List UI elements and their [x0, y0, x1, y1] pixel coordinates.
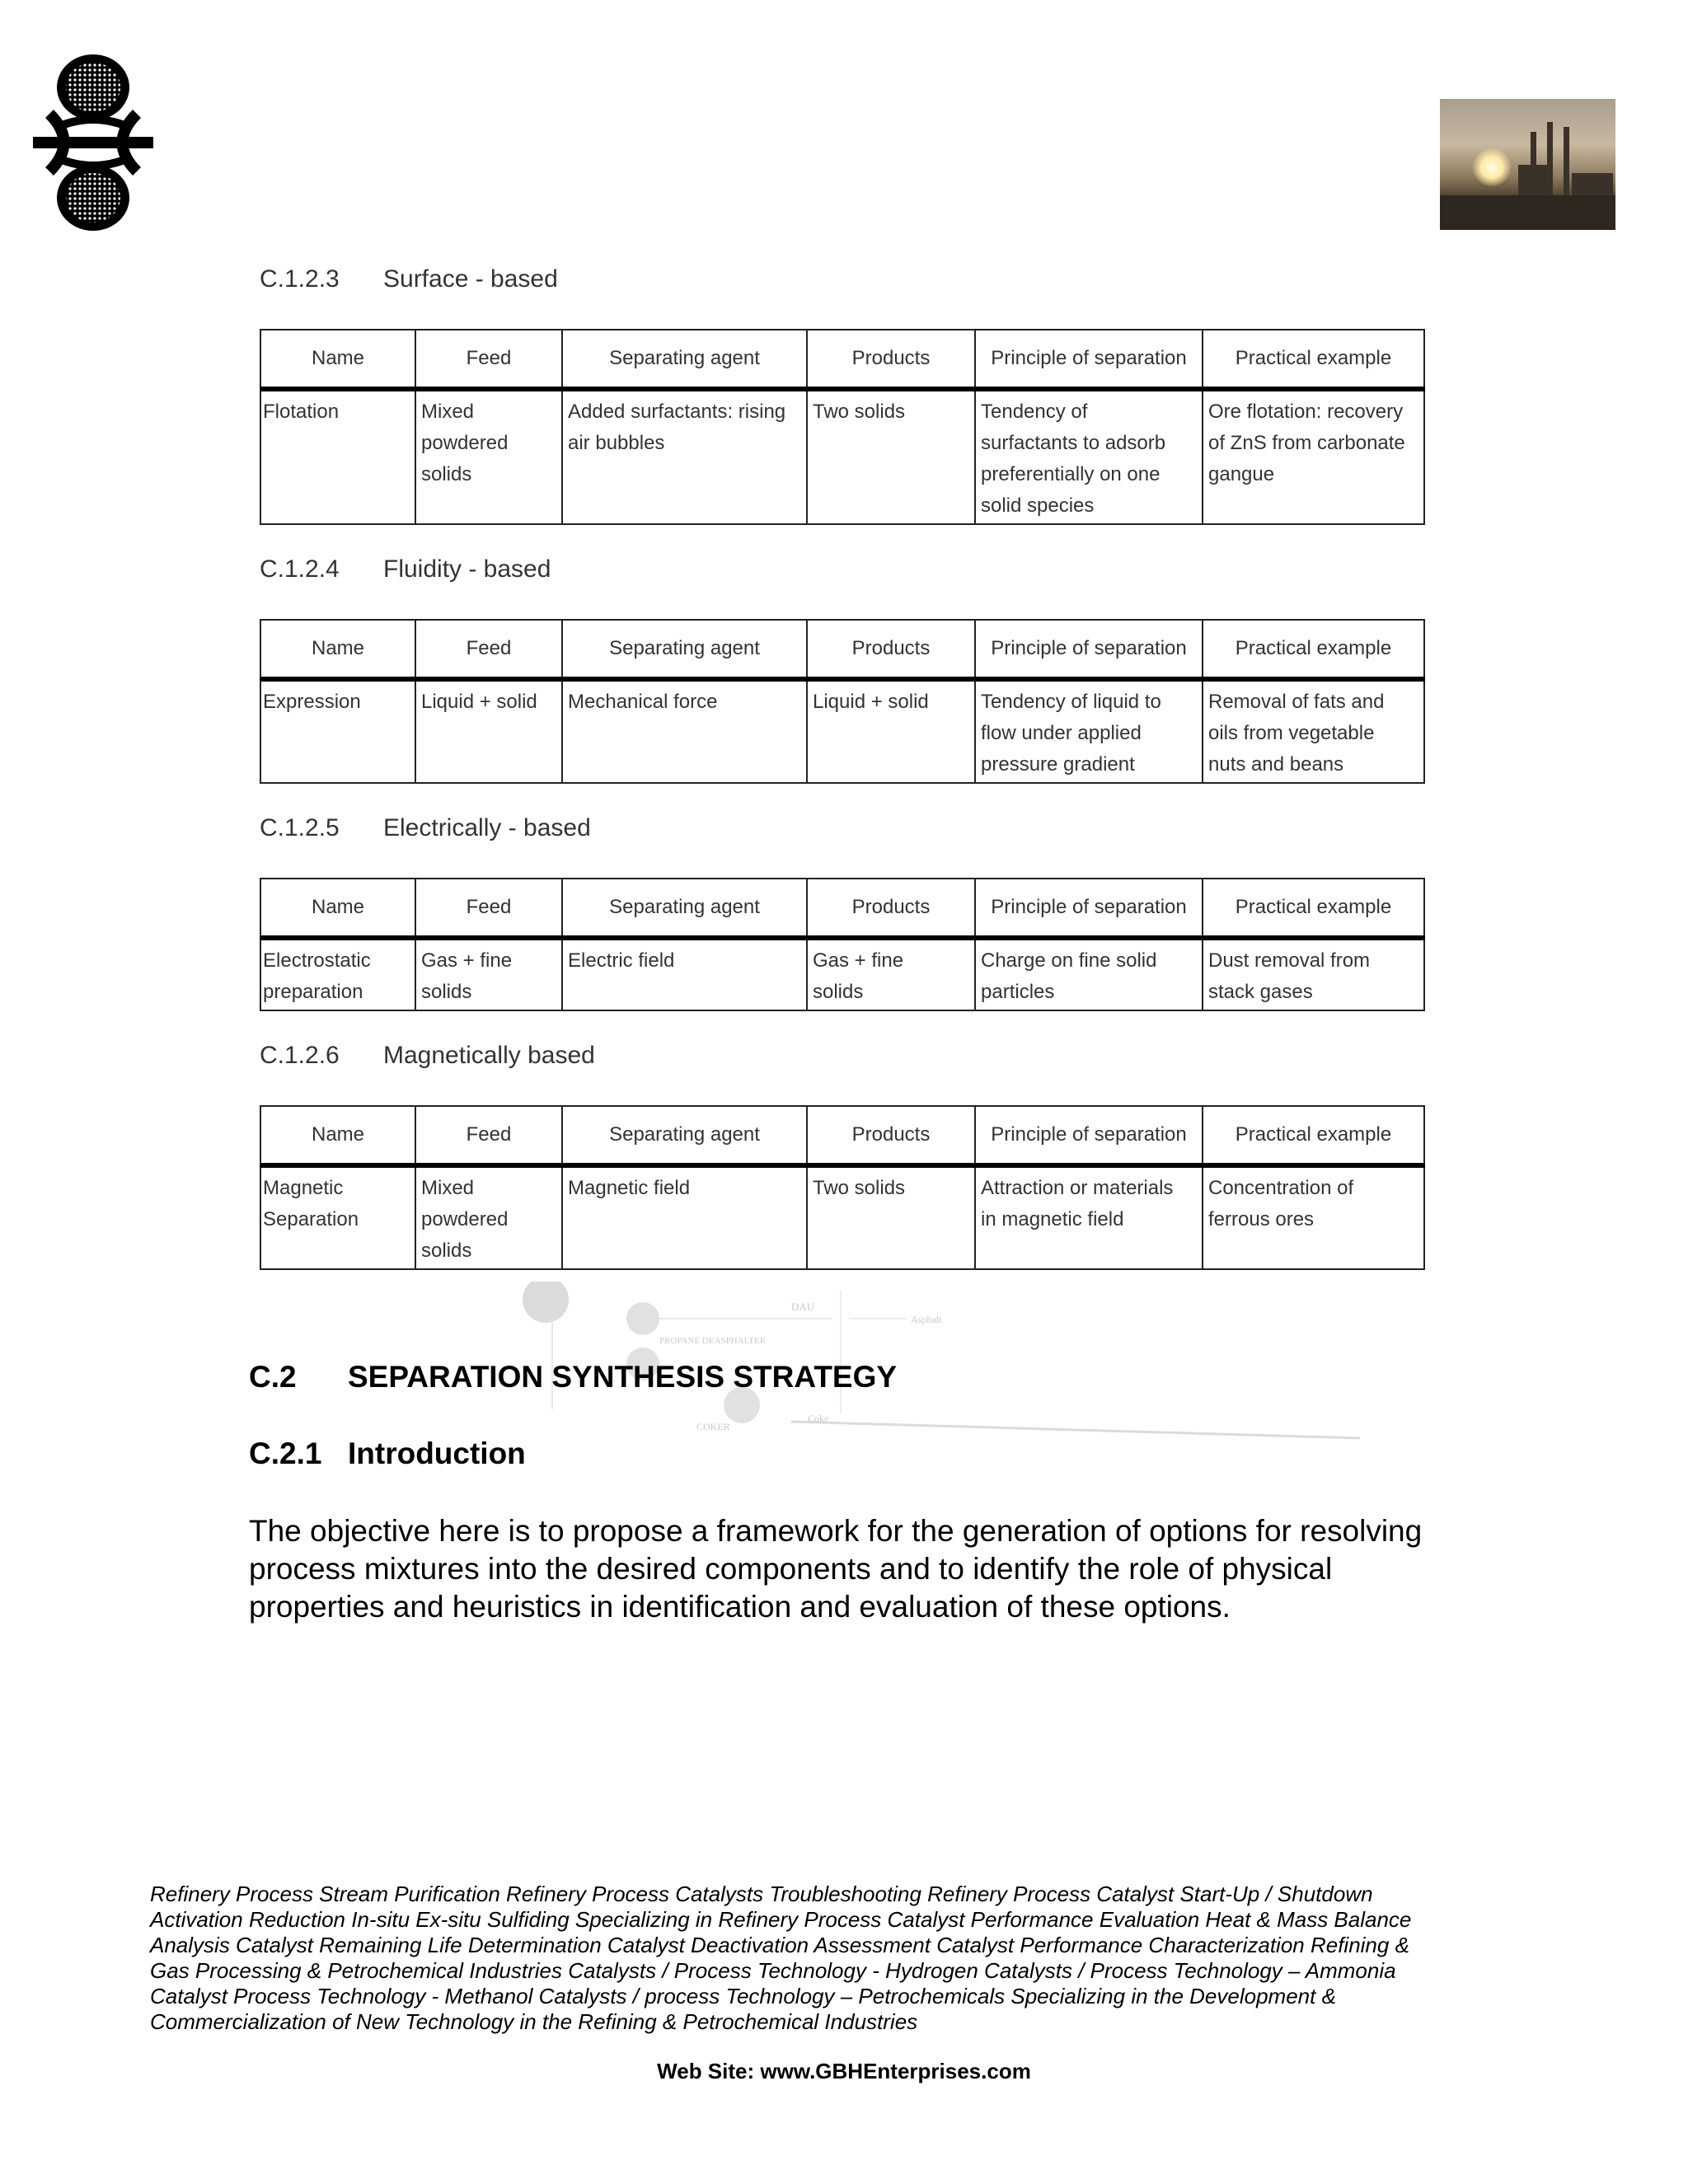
- table-cell: Tendency of surfactants to adsorb preferentially on one solid species: [975, 389, 1203, 524]
- column-header: Name: [260, 330, 415, 389]
- table-header-row: [260, 620, 1424, 679]
- table-cell: Flotation: [260, 389, 415, 524]
- column-header: Feed: [415, 879, 562, 938]
- column-header: Practical example: [1203, 330, 1424, 389]
- column-header: Principle of separation: [975, 620, 1203, 679]
- table-cell: Expression: [260, 679, 415, 783]
- watermark-label: COKER: [696, 1421, 730, 1432]
- subsection-title: Introduction: [348, 1436, 526, 1470]
- column-header: Separating agent: [562, 879, 807, 938]
- table-row: [260, 389, 1424, 524]
- surface-based-table: [260, 329, 1425, 525]
- column-header: Practical example: [1203, 620, 1424, 679]
- column-header: Products: [807, 620, 975, 679]
- table-cell: Concentration of ferrous ores: [1203, 1165, 1424, 1269]
- table-cell: Gas + fine solids: [415, 938, 562, 1010]
- watermark-label: PROPANE DEASPHALTER: [659, 1336, 767, 1346]
- section-number: C.1.2.5: [260, 814, 340, 841]
- section-title: Electrically - based: [383, 814, 591, 841]
- section-title: Surface - based: [383, 265, 558, 293]
- column-header: Feed: [415, 330, 562, 389]
- column-header: Products: [807, 879, 975, 938]
- intro-paragraph: The objective here is to propose a framework for the generation of options for resolving process mixtures into the desired components and to identify the role of physical properties and heuristics in identification and evaluation of these options.: [249, 1514, 1423, 1624]
- column-header: Separating agent: [562, 1106, 807, 1165]
- column-header: Principle of separation: [975, 330, 1203, 389]
- table-header-row: [260, 330, 1424, 389]
- magnetically-based-table: [260, 1105, 1425, 1270]
- section-number: C.1.2.4: [260, 555, 340, 583]
- column-header: Feed: [415, 1106, 562, 1165]
- section-heading: [260, 265, 558, 293]
- column-header: Principle of separation: [975, 1106, 1203, 1165]
- electrically-based-table: [260, 878, 1425, 1011]
- chapter-title: SEPARATION SYNTHESIS STRATEGY: [348, 1360, 898, 1394]
- fluidity-based-table: [260, 619, 1425, 784]
- column-header: Principle of separation: [975, 879, 1203, 938]
- table-cell: Liquid + solid: [807, 679, 975, 783]
- footer-website: Web Site: www.GBHEnterprises.com: [657, 2059, 1031, 2083]
- company-logo-icon: [33, 48, 157, 237]
- watermark-label: Coke: [808, 1413, 829, 1424]
- table-header-row: [260, 879, 1424, 938]
- column-header: Practical example: [1203, 879, 1424, 938]
- chapter-heading: [249, 1360, 897, 1394]
- footer-services-text: Refinery Process Stream Purification Refinery Process Catalysts Troubleshooting Refinery Process Catalyst Start-Up / Shutdown Activation Reduction In-situ Ex-situ Sulfiding Specializing in Refinery Process Catalyst Performance Evaluation Heat & Mass Balance Analysis Catalyst Remaining Life Determination Catalyst Deactivation Assessment Catalyst Performance Characterization Refining & Gas Processing & Petrochemical Industries Catalysts / Process Technology - Hydrogen Catalysts / Process Technology – Ammonia Catalyst Process Technology - Methanol Catalysts / process Technology – Petrochemicals Specializing in the Development & Commercialization of New Technology in the Refining & Petrochemical Industries: [150, 1882, 1412, 2034]
- table-cell: Two solids: [807, 1165, 975, 1269]
- column-header: Separating agent: [562, 620, 807, 679]
- table-cell: Added surfactants: rising air bubbles: [562, 389, 807, 524]
- section-number: C.1.2.6: [260, 1042, 340, 1069]
- table-cell: Electrostatic preparation: [260, 938, 415, 1010]
- section-title: Fluidity - based: [383, 555, 551, 583]
- table-cell: Dust removal from stack gases: [1203, 938, 1424, 1010]
- column-header: Name: [260, 620, 415, 679]
- section-heading: [260, 1042, 595, 1070]
- refinery-photo: [1440, 99, 1615, 230]
- section-title: Magnetically based: [383, 1042, 595, 1069]
- table-cell: Electric field: [562, 938, 807, 1010]
- table-cell: Gas + fine solids: [807, 938, 975, 1010]
- column-header: Feed: [415, 620, 562, 679]
- column-header: Products: [807, 1106, 975, 1165]
- section-heading: [260, 555, 551, 583]
- table-row: [260, 938, 1424, 1010]
- table-cell: Mixed powdered solids: [415, 1165, 562, 1269]
- table-cell: Removal of fats and oils from vegetable nuts and beans: [1203, 679, 1424, 783]
- table-cell: Mechanical force: [562, 679, 807, 783]
- table-cell: Magnetic Separation: [260, 1165, 415, 1269]
- table-cell: Two solids: [807, 389, 975, 524]
- table-cell: Mixed powdered solids: [415, 389, 562, 524]
- table-cell: Tendency of liquid to flow under applied pressure gradient: [975, 679, 1203, 783]
- column-header: Separating agent: [562, 330, 807, 389]
- watermark-label: Asphalt: [911, 1314, 942, 1325]
- table-cell: Ore flotation: recovery of ZnS from carbonate gangue: [1203, 389, 1424, 524]
- watermark-label: DAU: [791, 1301, 815, 1313]
- column-header: Name: [260, 1106, 415, 1165]
- section-number: C.1.2.3: [260, 265, 340, 293]
- subsection-heading: [249, 1436, 526, 1471]
- table-cell: Attraction or materials in magnetic field: [975, 1165, 1203, 1269]
- column-header: Name: [260, 879, 415, 938]
- table-header-row: [260, 1106, 1424, 1165]
- column-header: Practical example: [1203, 1106, 1424, 1165]
- chapter-number: C.2: [249, 1360, 297, 1394]
- table-cell: Liquid + solid: [415, 679, 562, 783]
- table-row: [260, 1165, 1424, 1269]
- subsection-number: C.2.1: [249, 1436, 322, 1470]
- table-row: [260, 679, 1424, 783]
- table-cell: Magnetic field: [562, 1165, 807, 1269]
- section-heading: [260, 814, 591, 842]
- table-cell: Charge on fine solid particles: [975, 938, 1203, 1010]
- column-header: Products: [807, 330, 975, 389]
